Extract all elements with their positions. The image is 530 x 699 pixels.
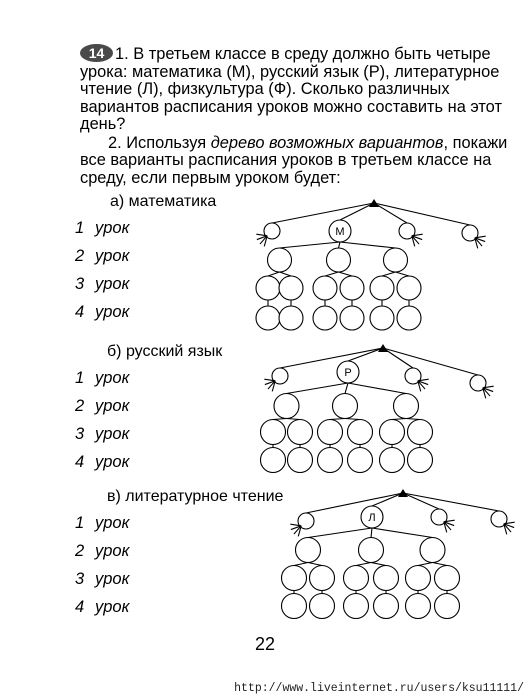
tree-node-lesson-2 (274, 394, 299, 419)
tree-node-lesson-3 (408, 420, 433, 445)
tree-node-lesson-4 (374, 594, 399, 619)
lesson-number: 1 (75, 369, 85, 387)
lesson-word: урок (95, 397, 130, 415)
tree-branch (403, 493, 499, 511)
tree-branch (382, 272, 396, 276)
lesson-word: урок (95, 598, 130, 616)
tree-node-lesson-4 (380, 448, 405, 473)
tree-branch (339, 272, 353, 276)
tree-branch (280, 348, 383, 368)
page-number: 22 (254, 634, 276, 654)
tree-node-lesson-3 (344, 566, 369, 591)
lesson-word: урок (95, 247, 130, 265)
lesson-number: 3 (75, 570, 85, 588)
lesson-number: 4 (75, 453, 85, 471)
tree-node-lesson-4 (313, 306, 337, 330)
tree-branch (340, 242, 396, 248)
tree-node-lesson-3 (261, 420, 286, 445)
lesson-word: урок (95, 369, 130, 387)
tree-node-lesson-3 (348, 420, 373, 445)
tree-branch (325, 272, 339, 276)
tree-node-lesson-4 (256, 306, 280, 330)
tree-node-lesson-2 (384, 248, 408, 272)
lesson-number: 2 (75, 542, 85, 560)
section-c-label: в) литературное чтение (107, 488, 284, 505)
tree-branch (280, 272, 292, 276)
tree-root-letter: Л (368, 512, 376, 524)
tree-node-lesson-4 (318, 448, 343, 473)
footer-url: http://www.liveinternet.ru/users/ksu11111/ (234, 682, 524, 695)
lesson-number: 3 (75, 275, 85, 293)
tree-branch (433, 563, 448, 566)
tree-branch (374, 203, 407, 223)
lesson-word: урок (95, 425, 130, 443)
tree-branch (372, 528, 433, 538)
tree-node-lesson-3 (374, 566, 399, 591)
lesson-number: 1 (75, 219, 85, 237)
tree-node-lesson-3 (282, 566, 307, 591)
tree-node-lesson-4 (279, 306, 303, 330)
tree-node-lesson-3 (406, 566, 431, 591)
lesson-number: 3 (75, 425, 85, 443)
tree-branch (287, 383, 349, 394)
tree-branch (308, 563, 322, 566)
tree-root-letter: Р (344, 367, 352, 379)
question-2-highlight: дерево возможных вариантов (210, 133, 444, 152)
tree-node-lesson-3 (340, 276, 364, 300)
question-2-suffix: , покажи все варианты расписания уроков в третьем классе на среду, если первым уроком будет: (80, 133, 508, 187)
tree-branch (418, 563, 433, 566)
tree-node-lesson-2 (420, 538, 445, 563)
tree-node-lesson-2 (327, 248, 351, 272)
tree-node-lesson-4 (406, 594, 431, 619)
section-a-label: а) математика (110, 193, 217, 210)
tree-node-lesson-4 (370, 306, 394, 330)
lesson-word: урок (95, 542, 130, 560)
question-2-prefix: 2. Используя (108, 133, 211, 152)
tree-node-lesson-3 (313, 276, 337, 300)
lesson-word: урок (95, 514, 130, 532)
tree-node-lesson-4 (261, 448, 286, 473)
tree-branch (294, 563, 308, 566)
tree-node-lesson-2 (359, 538, 384, 563)
tree-node-lesson-3 (370, 276, 394, 300)
lesson-number: 1 (75, 514, 85, 532)
tree-branch (280, 242, 341, 248)
tree-node-lesson-3 (279, 276, 303, 300)
tree-node-lesson-2 (268, 248, 292, 272)
lesson-word: урок (95, 303, 130, 321)
tree-node-lesson-2 (333, 394, 358, 419)
lesson-word: урок (95, 453, 130, 471)
tree-node-lesson-3 (435, 566, 460, 591)
tree-branch (383, 348, 478, 375)
tree-node-lesson-4 (408, 448, 433, 473)
tree-branch (383, 348, 413, 368)
lesson-word: урок (95, 219, 130, 237)
lesson-word: урок (95, 570, 130, 588)
task-number-badge: 14 (80, 44, 113, 62)
tree-node-lesson-4 (340, 306, 364, 330)
tree-node-lesson-3 (380, 420, 405, 445)
lesson-number: 2 (75, 247, 85, 265)
tree-branch (372, 493, 403, 506)
tree-node-lesson-4 (310, 594, 335, 619)
tree-branch (272, 203, 374, 223)
lesson-number: 4 (75, 303, 85, 321)
tree-branch (371, 528, 372, 538)
tree-branch (374, 203, 470, 225)
lesson-number: 4 (75, 598, 85, 616)
tree-branch (340, 203, 374, 220)
tree-root-letter: М (335, 226, 345, 238)
tree-branch (268, 272, 280, 276)
tree-node-lesson-4 (282, 594, 307, 619)
tree-branch (308, 528, 372, 538)
tree-branch (356, 563, 371, 566)
tree-node-lesson-4 (344, 594, 369, 619)
tree-node-lesson-3 (318, 420, 343, 445)
tree-node-lesson-3 (310, 566, 335, 591)
tree-node-lesson-3 (397, 276, 421, 300)
tree-branch (339, 242, 341, 248)
question-1-text: 1. В третьем классе в среду должно быть четыре урока: математика (М), русский язык (Р), литературное чтение (Л), физкультура (Ф). Сколько различных вариантов расписания уроков можно составить на этот день? (80, 45, 502, 133)
tree-branch (403, 493, 439, 509)
tree-branch (306, 493, 403, 513)
tree-node-lesson-4 (435, 594, 460, 619)
tree-branch (371, 563, 386, 566)
tree-branch (348, 348, 383, 361)
tree-node-lesson-4 (397, 306, 421, 330)
lesson-number: 2 (75, 397, 85, 415)
section-b-label: б) русский язык (107, 343, 223, 360)
tree-node-lesson-4 (288, 448, 313, 473)
tree-node-lesson-3 (256, 276, 280, 300)
tree-node-lesson-2 (296, 538, 321, 563)
tree-branch (345, 383, 348, 394)
tree-branch (396, 272, 410, 276)
tree-branch (348, 383, 406, 394)
tree-node-lesson-2 (394, 394, 419, 419)
tree-node-lesson-4 (348, 448, 373, 473)
tree-node-lesson-3 (288, 420, 313, 445)
lesson-word: урок (95, 275, 130, 293)
